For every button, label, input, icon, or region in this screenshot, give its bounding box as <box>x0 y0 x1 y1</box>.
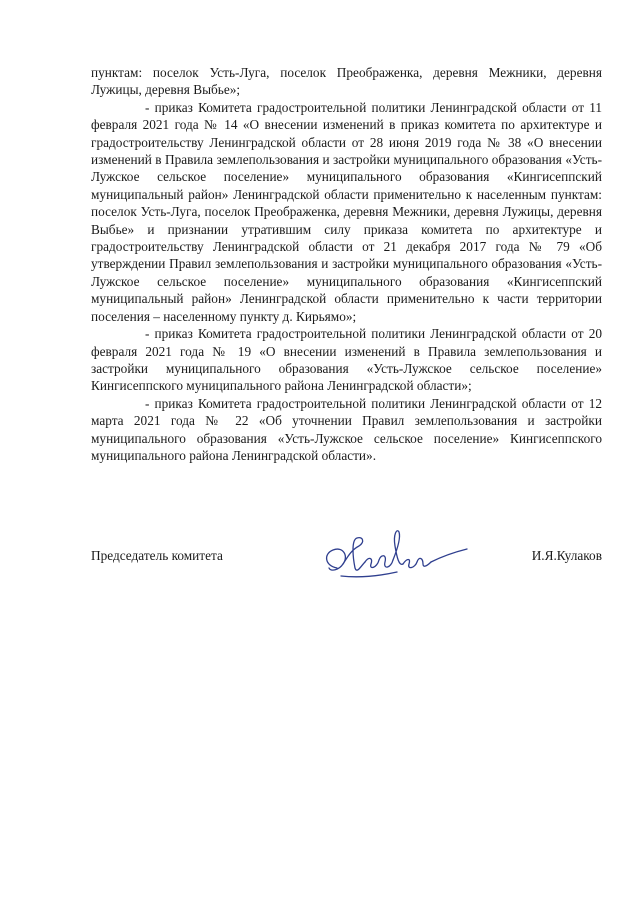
signatory-title: Председатель комитета <box>91 548 223 563</box>
paragraph-order-19: - приказ Комитета градостроительной политики Ленинградской области от 20 февраля 2021 года № 19 «О внесении изменений в Правила землепользования и застройки муниципального образования «Усть-Лужское сельское поселение» Кингисеппского муниципального района Ленинградской области»; <box>91 326 602 394</box>
paragraph-continuation: пунктам: поселок Усть-Луга, поселок Преображенка, деревня Межники, деревня Лужицы, деревня Выбье»; <box>91 65 602 98</box>
handwritten-signature <box>319 528 469 586</box>
paragraph-order-14: - приказ Комитета градостроительной политики Ленинградской области от 11 февраля 2021 года № 14 «О внесении изменений в приказ комитета по архитектуре и градостроительству Ленинградской области от 28 июня 2019 года № 38 «О внесении изменений в Правила землепользования и застройки муниципального образования «Усть-Лужское сельское поселение» муниципального образования «Кингисеппский муниципальный район» Ленинградской области применительно к населенным пунктам: поселок Усть-Луга, поселок Преображенка, деревня Межники, деревня Лужицы, деревня Выбье» и признании утратившим силу приказа комитета по архитектуре и градостроительству Ленинградской области от 21 декабря 2017 года № 79 «Об утверждении Правил землепользования и застройки муниципального образования «Усть-Лужское сельское поселение» муниципального образования «Кингисеппский муниципальный район» Ленинградской области применительно к части территории поселения – населенному пункту д. Кирьямо»; <box>91 99 602 324</box>
paragraph-order-22: - приказ Комитета градостроительной политики Ленинградской области от 12 марта 2021 года № 22 «Об уточнении Правил землепользования и застройки муниципального образования «Усть-Лужское сельское поселение» Кингисеппского муниципального района Ленинградской области». <box>91 395 602 463</box>
signature-block <box>91 528 602 588</box>
signatory-name: И.Я.Кулаков <box>531 548 602 563</box>
document-body <box>91 64 602 464</box>
